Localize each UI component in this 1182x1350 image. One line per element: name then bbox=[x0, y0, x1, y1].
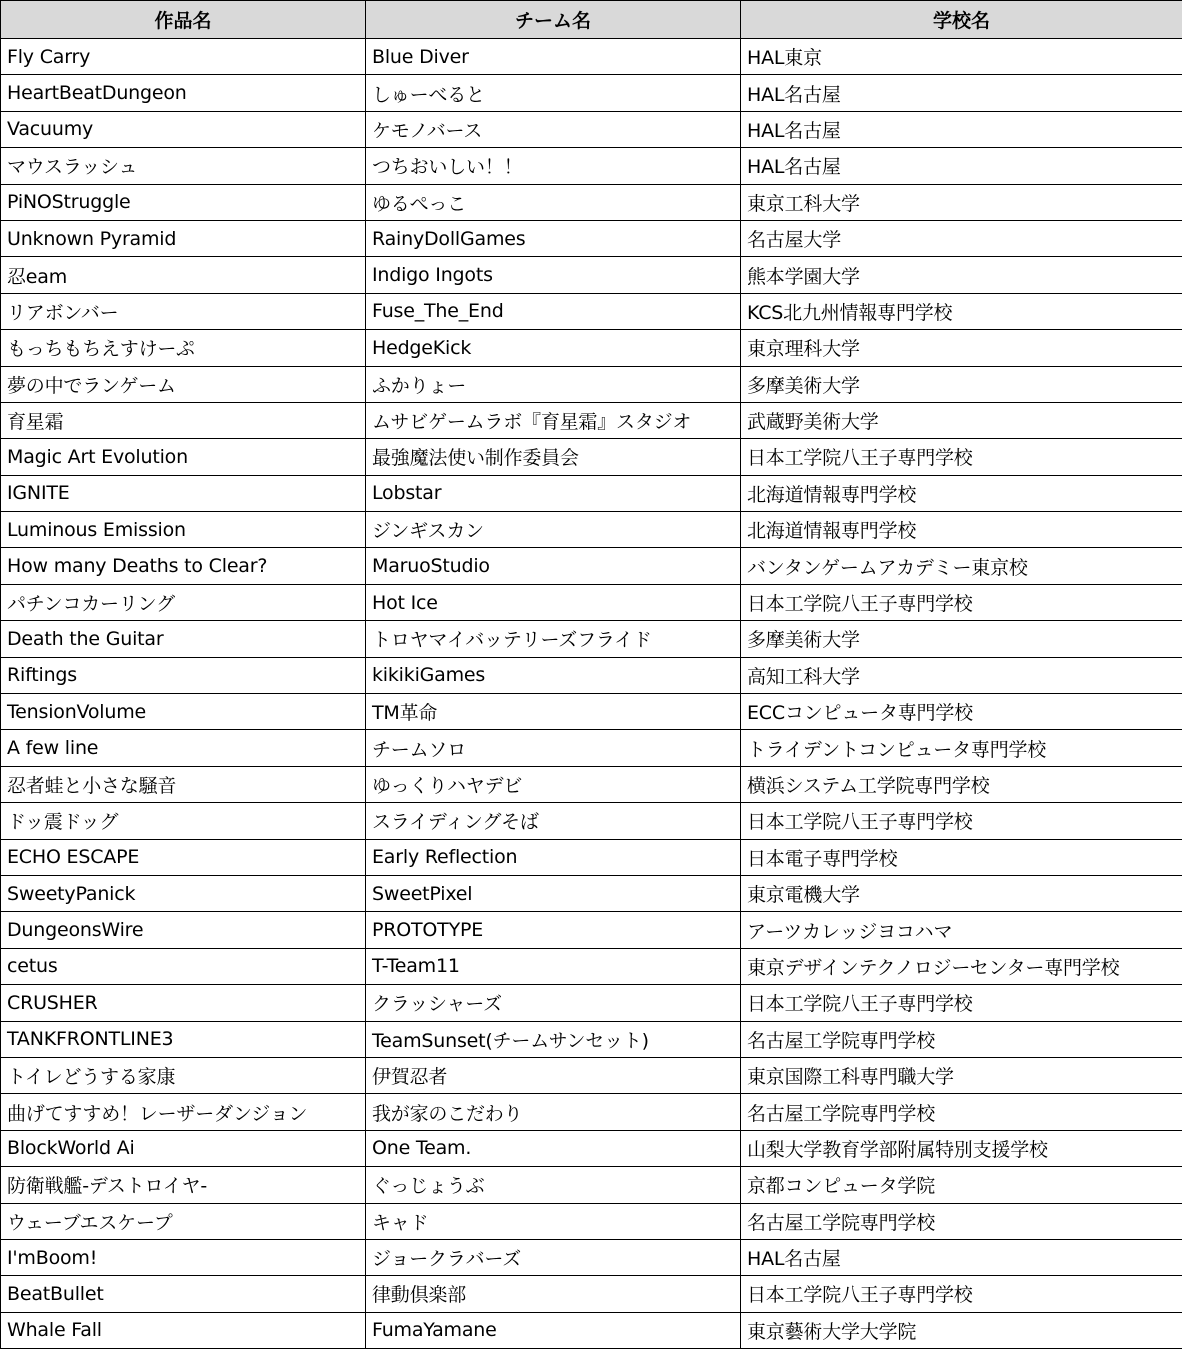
cell-team: ムサビゲームラボ『育星霜』スタジオ bbox=[366, 402, 741, 438]
cell-school: HAL名古屋 bbox=[741, 75, 1182, 111]
cell-team: ジンギスカン bbox=[366, 512, 741, 548]
table-row bbox=[1, 1130, 1182, 1166]
cell-team: 律動倶楽部 bbox=[366, 1276, 741, 1312]
cell-title: リアボンバー bbox=[1, 293, 366, 329]
table-row bbox=[1, 1021, 1182, 1057]
table-row bbox=[1, 330, 1182, 366]
cell-school: アーツカレッジヨコハマ bbox=[741, 912, 1182, 948]
cell-school: 東京藝術大学大学院 bbox=[741, 1312, 1182, 1348]
cell-team: 最強魔法使い制作委員会 bbox=[366, 439, 741, 475]
cell-title: Riftings bbox=[1, 657, 366, 693]
cell-team: ゆっくりハヤデビ bbox=[366, 766, 741, 802]
table-row bbox=[1, 293, 1182, 329]
cell-school: 熊本学園大学 bbox=[741, 257, 1182, 293]
cell-title: IGNITE bbox=[1, 475, 366, 511]
cell-team: ゆるぺっこ bbox=[366, 184, 741, 220]
cell-school: 東京電機大学 bbox=[741, 875, 1182, 911]
cell-title: TANKFRONTLINE3 bbox=[1, 1021, 366, 1057]
table-row bbox=[1, 1057, 1182, 1093]
cell-team: Early Reflection bbox=[366, 839, 741, 875]
cell-school: 山梨大学教育学部附属特別支援学校 bbox=[741, 1130, 1182, 1166]
cell-team: Lobstar bbox=[366, 475, 741, 511]
cell-title: トイレどうする家康 bbox=[1, 1057, 366, 1093]
table-row bbox=[1, 948, 1182, 984]
cell-school: 多摩美術大学 bbox=[741, 621, 1182, 657]
cell-title: 曲げてすすめ！レーザーダンジョン bbox=[1, 1094, 366, 1130]
table-body bbox=[1, 39, 1182, 1349]
cell-title: PiNOStruggle bbox=[1, 184, 366, 220]
cell-title: SweetyPanick bbox=[1, 875, 366, 911]
cell-school: 名古屋工学院専門学校 bbox=[741, 1094, 1182, 1130]
cell-team: ジョークラバーズ bbox=[366, 1239, 741, 1275]
cell-title: I'mBoom! bbox=[1, 1239, 366, 1275]
cell-title: 育星霜 bbox=[1, 402, 366, 438]
cell-school: 北海道情報専門学校 bbox=[741, 512, 1182, 548]
cell-school: 東京理科大学 bbox=[741, 330, 1182, 366]
cell-title: もっちもちえすけーぷ bbox=[1, 330, 366, 366]
table-row bbox=[1, 475, 1182, 511]
cell-title: ドッ震ドッグ bbox=[1, 803, 366, 839]
cell-title: CRUSHER bbox=[1, 985, 366, 1021]
table-row bbox=[1, 111, 1182, 147]
cell-team: PROTOTYPE bbox=[366, 912, 741, 948]
cell-title: Vacuumy bbox=[1, 111, 366, 147]
header-row bbox=[1, 1, 1182, 39]
cell-team: Hot Ice bbox=[366, 584, 741, 620]
cell-school: HAL名古屋 bbox=[741, 148, 1182, 184]
table-row bbox=[1, 1239, 1182, 1275]
cell-team: トロヤマイバッテリーズフライド bbox=[366, 621, 741, 657]
table-row bbox=[1, 1094, 1182, 1130]
header-team: チーム名 bbox=[366, 1, 741, 39]
cell-school: 東京デザインテクノロジーセンター専門学校 bbox=[741, 948, 1182, 984]
table-row bbox=[1, 548, 1182, 584]
header-title: 作品名 bbox=[1, 1, 366, 39]
cell-title: TensionVolume bbox=[1, 694, 366, 730]
table-row bbox=[1, 621, 1182, 657]
cell-school: 京都コンピュータ学院 bbox=[741, 1167, 1182, 1203]
table-row bbox=[1, 584, 1182, 620]
table-row bbox=[1, 148, 1182, 184]
cell-team: kikikiGames bbox=[366, 657, 741, 693]
cell-team: TM革命 bbox=[366, 694, 741, 730]
table-row bbox=[1, 839, 1182, 875]
cell-school: ECCコンピュータ専門学校 bbox=[741, 694, 1182, 730]
cell-team: Fuse_The_End bbox=[366, 293, 741, 329]
cell-title: 忍者蛙と小さな騒音 bbox=[1, 766, 366, 802]
cell-team: T-Team11 bbox=[366, 948, 741, 984]
cell-team: つちおいしい！！ bbox=[366, 148, 741, 184]
table-row bbox=[1, 220, 1182, 256]
cell-school: 名古屋工学院専門学校 bbox=[741, 1021, 1182, 1057]
cell-school: 名古屋工学院専門学校 bbox=[741, 1203, 1182, 1239]
cell-title: DungeonsWire bbox=[1, 912, 366, 948]
cell-team: HedgeKick bbox=[366, 330, 741, 366]
cell-team: 伊賀忍者 bbox=[366, 1057, 741, 1093]
table-row bbox=[1, 1312, 1182, 1348]
cell-team: ぐっじょうぶ bbox=[366, 1167, 741, 1203]
table-row bbox=[1, 657, 1182, 693]
cell-team: クラッシャーズ bbox=[366, 985, 741, 1021]
cell-team: ふかりょー bbox=[366, 366, 741, 402]
cell-title: Magic Art Evolution bbox=[1, 439, 366, 475]
cell-team: スライディングそば bbox=[366, 803, 741, 839]
cell-title: マウスラッシュ bbox=[1, 148, 366, 184]
cell-school: 高知工科大学 bbox=[741, 657, 1182, 693]
cell-title: パチンコカーリング bbox=[1, 584, 366, 620]
cell-team: Blue Diver bbox=[366, 39, 741, 75]
cell-title: Fly Carry bbox=[1, 39, 366, 75]
table-row bbox=[1, 875, 1182, 911]
cell-title: ECHO ESCAPE bbox=[1, 839, 366, 875]
cell-school: 日本工学院八王子専門学校 bbox=[741, 985, 1182, 1021]
cell-title: Whale Fall bbox=[1, 1312, 366, 1348]
cell-team: チームソロ bbox=[366, 730, 741, 766]
cell-school: 東京国際工科専門職大学 bbox=[741, 1057, 1182, 1093]
cell-team: FumaYamane bbox=[366, 1312, 741, 1348]
table-row bbox=[1, 39, 1182, 75]
table-row bbox=[1, 1167, 1182, 1203]
cell-team: SweetPixel bbox=[366, 875, 741, 911]
cell-school: 東京工科大学 bbox=[741, 184, 1182, 220]
cell-title: Luminous Emission bbox=[1, 512, 366, 548]
cell-title: BeatBullet bbox=[1, 1276, 366, 1312]
cell-title: BlockWorld Ai bbox=[1, 1130, 366, 1166]
table-row bbox=[1, 402, 1182, 438]
table-row bbox=[1, 1203, 1182, 1239]
cell-school: 多摩美術大学 bbox=[741, 366, 1182, 402]
cell-school: 日本工学院八王子専門学校 bbox=[741, 803, 1182, 839]
cell-school: 名古屋大学 bbox=[741, 220, 1182, 256]
table-row bbox=[1, 694, 1182, 730]
cell-title: How many Deaths to Clear? bbox=[1, 548, 366, 584]
cell-school: 横浜システム工学院専門学校 bbox=[741, 766, 1182, 802]
table-row bbox=[1, 912, 1182, 948]
table-row bbox=[1, 184, 1182, 220]
cell-title: ウェーブエスケープ bbox=[1, 1203, 366, 1239]
table-row bbox=[1, 366, 1182, 402]
cell-school: トライデントコンピュータ専門学校 bbox=[741, 730, 1182, 766]
cell-team: RainyDollGames bbox=[366, 220, 741, 256]
cell-title: 夢の中でランゲーム bbox=[1, 366, 366, 402]
cell-team: キャド bbox=[366, 1203, 741, 1239]
cell-title: Death the Guitar bbox=[1, 621, 366, 657]
cell-school: 武蔵野美術大学 bbox=[741, 402, 1182, 438]
table-row bbox=[1, 1276, 1182, 1312]
cell-team: しゅーべると bbox=[366, 75, 741, 111]
cell-title: 忍eam bbox=[1, 257, 366, 293]
cell-team: ケモノバース bbox=[366, 111, 741, 147]
cell-title: 防衛戦艦-デストロイヤ- bbox=[1, 1167, 366, 1203]
table-row bbox=[1, 257, 1182, 293]
table-row bbox=[1, 766, 1182, 802]
cell-school: 日本電子専門学校 bbox=[741, 839, 1182, 875]
table-row bbox=[1, 512, 1182, 548]
cell-school: 日本工学院八王子専門学校 bbox=[741, 584, 1182, 620]
table-row bbox=[1, 439, 1182, 475]
cell-team: MaruoStudio bbox=[366, 548, 741, 584]
cell-school: KCS北九州情報専門学校 bbox=[741, 293, 1182, 329]
table-row bbox=[1, 75, 1182, 111]
header-school: 学校名 bbox=[741, 1, 1182, 39]
cell-school: HAL名古屋 bbox=[741, 1239, 1182, 1275]
cell-school: HAL名古屋 bbox=[741, 111, 1182, 147]
cell-title: Unknown Pyramid bbox=[1, 220, 366, 256]
cell-title: A few line bbox=[1, 730, 366, 766]
cell-team: TeamSunset(チームサンセット) bbox=[366, 1021, 741, 1057]
table-row bbox=[1, 803, 1182, 839]
cell-school: 北海道情報専門学校 bbox=[741, 475, 1182, 511]
table-row bbox=[1, 985, 1182, 1021]
cell-school: バンタンゲームアカデミー東京校 bbox=[741, 548, 1182, 584]
cell-team: Indigo Ingots bbox=[366, 257, 741, 293]
cell-school: 日本工学院八王子専門学校 bbox=[741, 1276, 1182, 1312]
cell-school: HAL東京 bbox=[741, 39, 1182, 75]
cell-team: One Team. bbox=[366, 1130, 741, 1166]
table-row bbox=[1, 730, 1182, 766]
cell-title: HeartBeatDungeon bbox=[1, 75, 366, 111]
cell-team: 我が家のこだわり bbox=[366, 1094, 741, 1130]
cell-school: 日本工学院八王子専門学校 bbox=[741, 439, 1182, 475]
cell-title: cetus bbox=[1, 948, 366, 984]
